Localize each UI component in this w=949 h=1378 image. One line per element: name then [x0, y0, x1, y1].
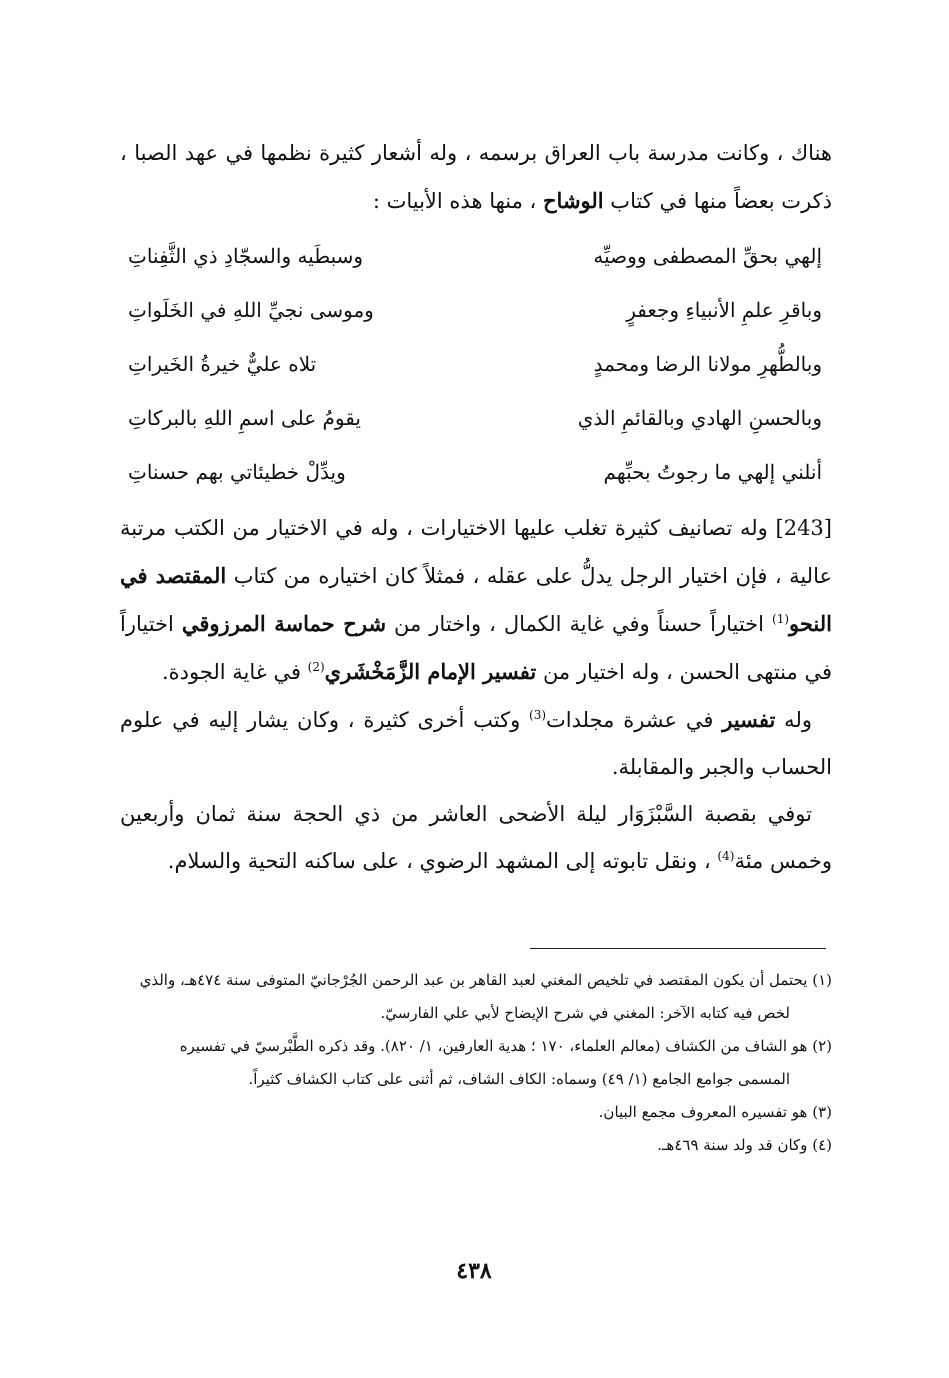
paragraph-243: [120, 505, 832, 696]
intro-line-2-post: ، منها هذه الأبيات :: [372, 189, 543, 213]
verse-first-hemistich: أنلني إلهي ما رجوتُ بحبِّهم: [603, 460, 822, 484]
page-number: ٤٣٨: [456, 1258, 492, 1284]
footnote-3: [120, 1096, 832, 1129]
poem-verse: [120, 391, 832, 445]
verse-first-hemistich: وباقرِ علمِ الأنبياءِ وجعفرٍ: [626, 298, 822, 322]
footnote-2: [120, 1030, 832, 1096]
paragraph-text: في غاية الجودة.: [161, 660, 308, 684]
intro-line-2-pre: ذكرت بعضاً منها في كتاب: [603, 189, 832, 213]
footnote-text: يحتمل أن يكون المقتصد في تلخيص المغني لعبد القاهر بن عبد الرحمن الجُرْجانيّ المتوفى سنة ٤٧٤هـ، والذي: [139, 971, 808, 989]
footnote-text: المسمى جوامع الجامع (١/ ٤٩) وسماه: الكاف الشاف، ثم أثنى على كتاب الكشاف كثيراً.: [248, 1070, 790, 1088]
verse-first-hemistich: إلهي بحقِّ المصطفى ووصيِّه: [593, 244, 822, 268]
poem-verse: [120, 337, 832, 391]
poem-verse: [120, 283, 832, 337]
verse-second-hemistich: وموسى نجيِّ اللهِ في الخَلَواتِ: [128, 298, 374, 322]
footnote-number: (٤): [812, 1136, 832, 1154]
paragraph-text: وكتب أخرى كثيرة ، وكان يشار إليه في علوم الحساب والجبر والمقابلة.: [120, 708, 832, 779]
poem-verse: [120, 445, 832, 499]
footnote-ref: (1): [772, 612, 790, 626]
book-title-wishah: الوشاح: [542, 188, 604, 213]
poem-verse: [120, 229, 832, 283]
book-title: تفسير: [722, 707, 776, 732]
footnote-ref: (3): [529, 708, 547, 722]
paragraph-text: اختياراً حسناً وفي غاية الكمال ، واختار من: [386, 612, 772, 636]
footnote-number: (٣): [812, 1103, 832, 1121]
verse-second-hemistich: وسبطَيه والسجّادِ ذي الثَّفِناتِ: [128, 244, 364, 268]
paragraph-text: توفي بقصبة السَّبْزَوَار ليلة الأضحى العاشر من ذي الحجة سنة ثمان وأربعين وخمس مئة: [120, 802, 832, 873]
footnotes: [120, 964, 832, 1162]
footnote-text: هو تفسيره المعروف مجمع البيان.: [598, 1103, 808, 1121]
verse-second-hemistich: ويدِّلْ خطيئاتي بهم حسناتِ: [128, 460, 346, 484]
verse-second-hemistich: تلاه عليٌّ خيرةُ الخَيراتِ: [128, 352, 317, 376]
footnote-text: هو الشاف من الكشاف (معالم العلماء، ١٧٠ ؛ هدية العارفين، ١/ ٨٢٠). وقد ذكره الطَّبْرسيّ في تفسيره: [179, 1037, 808, 1055]
paragraph-text: وله: [775, 708, 812, 732]
book-title: تفسير الإمام الزَّمَخْشَري: [324, 659, 537, 684]
footnote-number: (٢): [812, 1037, 832, 1055]
paragraph-text: في عشرة مجلدات: [546, 708, 723, 732]
footnote-1: [120, 964, 832, 1030]
paragraph-death: [120, 791, 832, 885]
main-text: [120, 130, 832, 885]
verse-first-hemistich: وبالحسنِ الهادي وبالقائمِ الذي: [577, 406, 822, 430]
intro-line-1: هناك ، وكانت مدرسة باب العراق برسمه ، وله أشعار كثيرة نظمها في عهد الصبا ،: [120, 141, 832, 165]
footnote-separator: [530, 948, 826, 949]
footnote-text: وكان قد ولد سنة ٤٦٩هـ.: [657, 1136, 808, 1154]
footnote-ref: (4): [717, 849, 735, 863]
footnote-ref: (2): [307, 660, 325, 674]
verse-first-hemistich: وبالطُّهرِ مولانا الرضا ومحمدٍ: [593, 352, 822, 376]
book-title: المقتصد في النحو: [120, 563, 832, 636]
footnote-number: (١): [812, 971, 832, 989]
paragraph-text: ، ونقل تابوته إلى المشهد الرضوي ، على ساكنه التحية والسلام.: [167, 849, 718, 873]
footnote-4: [120, 1129, 832, 1162]
footnote-text: لخص فيه كتابه الآخر: المغني في شرح الإيضاح لأبي علي الفارسيّ.: [380, 1004, 790, 1022]
paragraph-tafsir: [120, 696, 832, 791]
paragraph-text: [243] وله تصانيف كثيرة تغلب عليها الاختيارات ، وله في الاختيار من الكتب مرتبة عالية ، فإن اختيار الرجل يدلُّ على عقله ، فمثلاً كان اختياره من كتاب: [120, 516, 832, 588]
book-title: شرح حماسة المرزوقي: [181, 611, 387, 636]
paragraph-text: اختياراً في منتهى الحسن ، وله اختيار من: [120, 612, 832, 684]
poem: [120, 229, 832, 499]
verse-second-hemistich: يقومُ على اسمِ اللهِ بالبركاتِ: [128, 406, 361, 430]
intro-paragraph: [120, 130, 832, 225]
